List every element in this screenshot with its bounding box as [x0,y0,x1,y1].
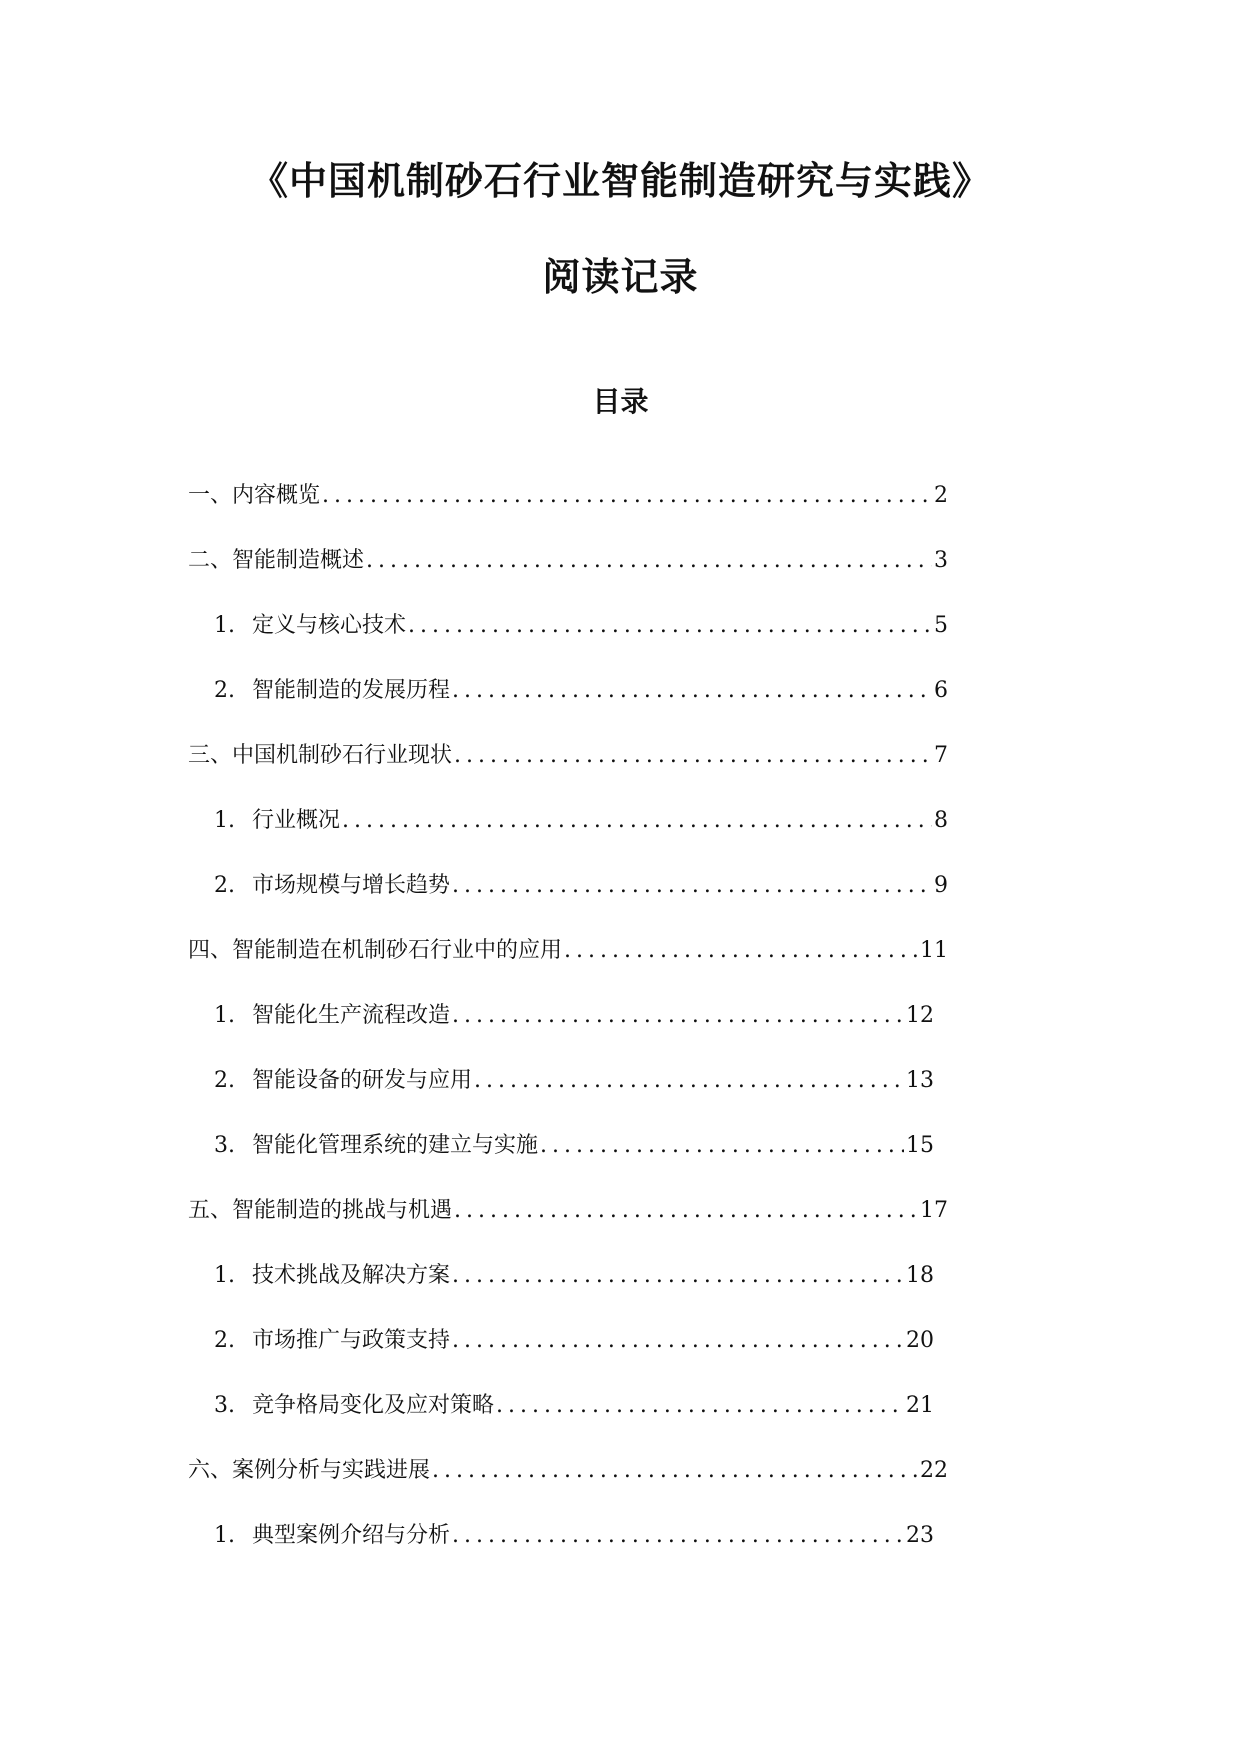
toc-leader-dots [452,1523,904,1548]
toc-page-number: 6 [934,678,948,703]
toc-page-number: 17 [920,1198,948,1223]
toc-subentry[interactable] [188,673,948,738]
toc-subentry[interactable] [188,998,948,1063]
toc-page-number: 22 [920,1458,948,1483]
toc-entry-text: 智能制造的发展历程 [252,678,451,703]
toc-entry-text: 五、智能制造的挑战与机遇 [188,1198,453,1223]
toc-entry[interactable] [188,1453,948,1518]
toc-page-number: 8 [934,808,948,833]
toc-leader-dots [366,548,932,573]
toc-entry-number: 1. [214,613,235,638]
toc-leader-dots [564,938,918,963]
toc-page-number: 9 [934,873,948,898]
toc-page-number: 11 [920,938,948,963]
toc-entry-number: 3. [214,1133,235,1158]
toc-leader-dots [452,1003,904,1028]
toc-subentry[interactable] [188,1128,948,1193]
toc-leader-dots [454,1198,918,1223]
toc-page-number: 18 [906,1263,934,1288]
toc-leader-dots [342,808,932,833]
toc-entry-text: 典型案例介绍与分析 [252,1523,451,1548]
toc-entry-number: 2. [214,1328,235,1353]
toc-page-number: 12 [906,1003,934,1028]
toc-leader-dots [408,613,932,638]
toc-entry-number: 1. [214,1003,235,1028]
document-title: 《中国机制砂石行业智能制造研究与实践》 [249,158,991,203]
toc-entry-text: 智能化生产流程改造 [252,1003,451,1028]
toc-entry-text: 定义与核心技术 [252,613,407,638]
toc-entry-number: 2. [214,678,235,703]
toc-leader-dots [452,678,932,703]
toc-subentry[interactable] [188,803,948,868]
toc-subentry[interactable] [188,1258,948,1323]
toc-entry-number: 1. [214,1523,235,1548]
toc-entry[interactable] [188,1193,948,1258]
toc-leader-dots [452,873,932,898]
toc-entry-number: 3. [214,1393,235,1418]
toc-leader-dots [540,1133,904,1158]
toc-page-number: 23 [906,1523,934,1548]
toc-entry-text: 竞争格局变化及应对策略 [252,1393,495,1418]
toc-entry-text: 三、中国机制砂石行业现状 [188,743,453,768]
toc-entry[interactable] [188,738,948,803]
toc-entry-text: 智能化管理系统的建立与实施 [252,1133,539,1158]
toc-page-number: 2 [934,483,948,508]
toc-subentry[interactable] [188,1388,948,1453]
toc-entry-text: 技术挑战及解决方案 [252,1263,451,1288]
toc-entry-number: 2. [214,1068,235,1093]
toc-leader-dots [454,743,932,768]
toc-entry-text: 市场规模与增长趋势 [252,873,451,898]
toc-leader-dots [452,1263,904,1288]
toc-leader-dots [432,1458,918,1483]
toc-entry-text: 智能设备的研发与应用 [252,1068,473,1093]
toc-page-number: 5 [934,613,948,638]
toc-entry-text: 二、智能制造概述 [188,548,365,573]
table-of-contents [188,478,948,1583]
toc-entry[interactable] [188,933,948,998]
toc-page-number: 20 [906,1328,934,1353]
toc-entry[interactable] [188,543,948,608]
toc-entry-text: 四、智能制造在机制砂石行业中的应用 [188,938,563,963]
toc-entry[interactable] [188,478,948,543]
toc-entry-number: 1. [214,808,235,833]
toc-entry-text: 一、内容概览 [188,483,321,508]
toc-entry-text: 行业概况 [252,808,341,833]
toc-leader-dots [496,1393,904,1418]
toc-entry-text: 六、案例分析与实践进展 [188,1458,431,1483]
toc-page-number: 13 [906,1068,934,1093]
toc-subentry[interactable] [188,1518,948,1583]
toc-page-number: 7 [934,743,948,768]
toc-page-number: 21 [906,1393,934,1418]
toc-subentry[interactable] [188,608,948,673]
toc-subentry[interactable] [188,1323,948,1388]
toc-page-number: 3 [934,548,948,573]
toc-entry-number: 2. [214,873,235,898]
toc-page-number: 15 [906,1133,934,1158]
toc-heading: 目录 [592,385,649,418]
toc-subentry[interactable] [188,868,948,933]
toc-leader-dots [474,1068,904,1093]
toc-subentry[interactable] [188,1063,948,1128]
toc-leader-dots [322,483,932,508]
toc-leader-dots [452,1328,904,1353]
document-subtitle: 阅读记录 [542,254,699,299]
toc-entry-number: 1. [214,1263,235,1288]
toc-entry-text: 市场推广与政策支持 [252,1328,451,1353]
